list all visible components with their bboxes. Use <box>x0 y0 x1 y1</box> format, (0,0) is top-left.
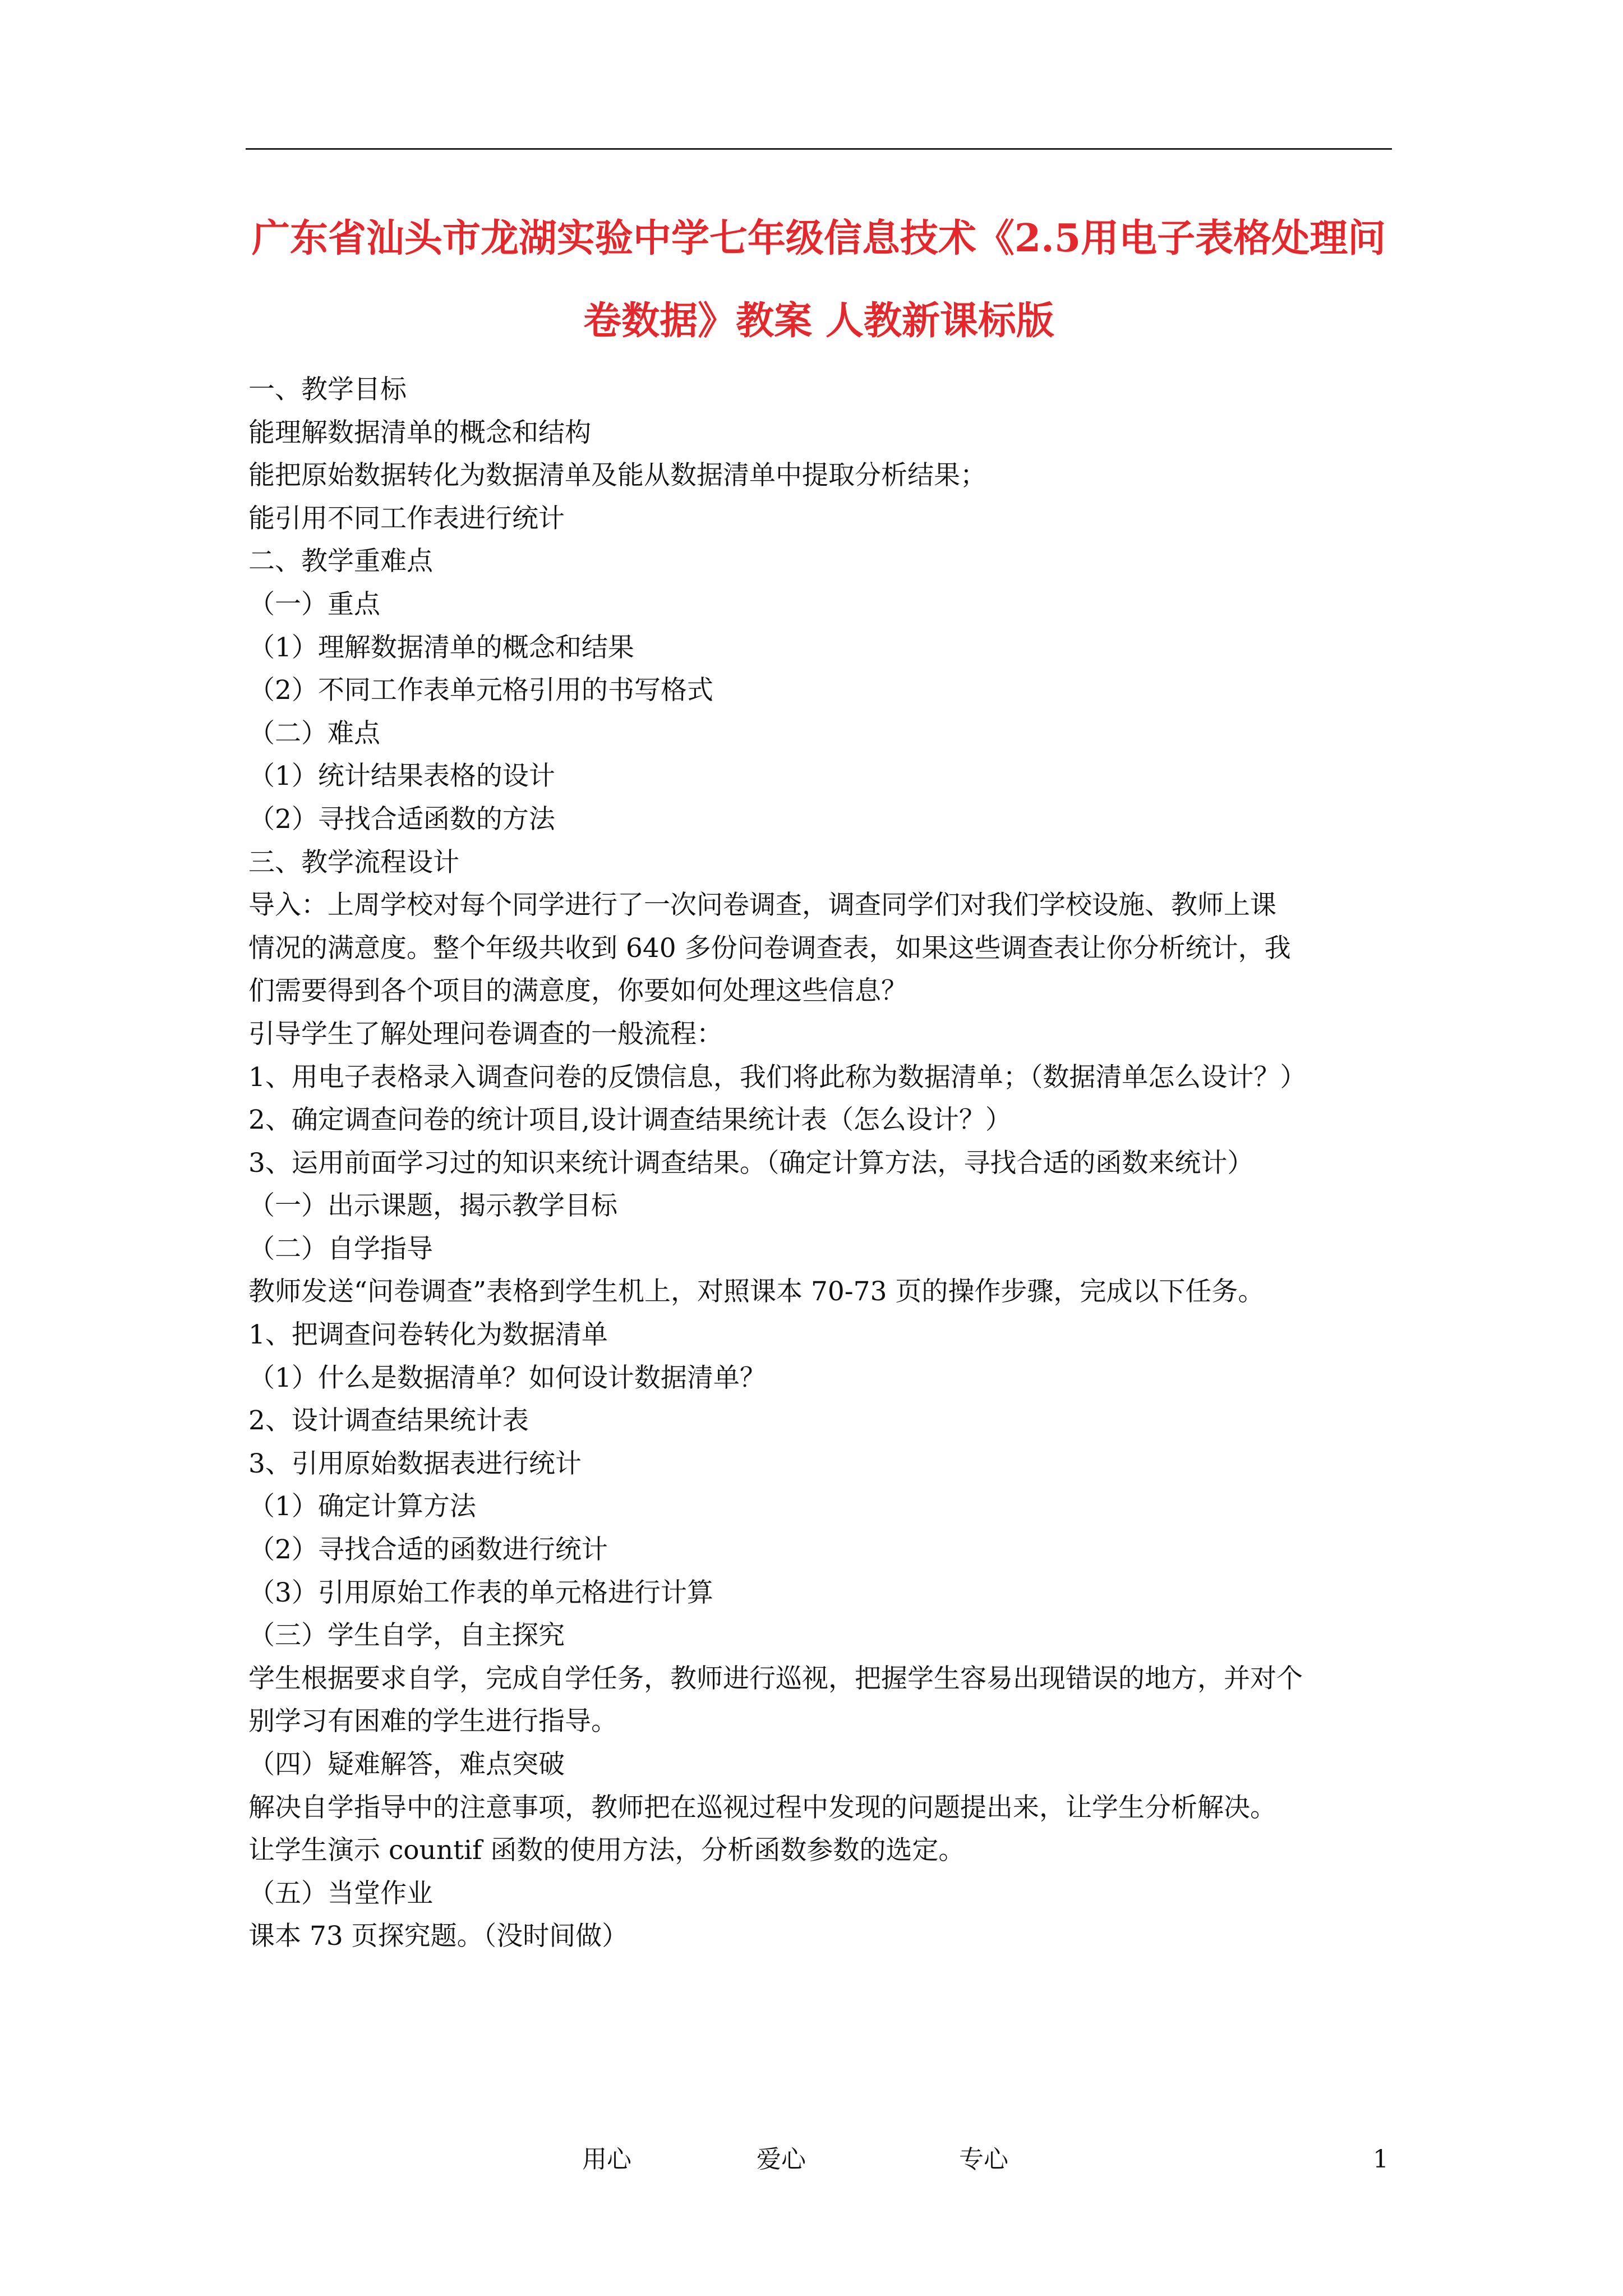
body-line: 导入：上周学校对每个同学进行了一次问卷调查，调查同学们对我们学校设施、教师上课 <box>248 890 1276 921</box>
body-line: 3、引用原始数据表进行统计 <box>248 1448 582 1479</box>
body-line: 引导学生了解处理问卷调查的一般流程： <box>248 1018 723 1050</box>
body-line: 能把原始数据转化为数据清单及能从数据清单中提取分析结果； <box>248 460 986 491</box>
body-line: （1）确定计算方法 <box>248 1491 476 1522</box>
body-line: （四）疑难解答，难点突破 <box>248 1749 565 1780</box>
body-line: 二、教学重难点 <box>248 546 433 577</box>
body-line: （二）难点 <box>248 717 380 749</box>
document-title-line-2: 卷数据》教案 人教新课标版 <box>583 298 1054 343</box>
body-line: 1、用电子表格录入调查问卷的反馈信息，我们将此称为数据清单；（数据清单怎么设计？） <box>248 1061 1307 1093</box>
body-line: （二）自学指导 <box>248 1233 433 1264</box>
body-line: （一）出示课题，揭示教学目标 <box>248 1190 617 1222</box>
body-line: 别学习有困难的学生进行指导。 <box>248 1706 617 1737</box>
body-line: （3）引用原始工作表的单元格进行计算 <box>248 1577 713 1608</box>
body-line: 1、把调查问卷转化为数据清单 <box>248 1319 608 1351</box>
document-title-line-1: 广东省汕头市龙湖实验中学七年级信息技术《2.5用电子表格处理问 <box>251 216 1386 261</box>
body-line: （1）统计结果表格的设计 <box>248 761 555 792</box>
body-line: 三、教学流程设计 <box>248 846 459 878</box>
document-body <box>248 369 1398 1958</box>
footer-word-3: 专心 <box>959 2145 1008 2174</box>
body-line: （三）学生自学，自主探究 <box>248 1620 565 1651</box>
body-line: 能引用不同工作表进行统计 <box>248 503 565 534</box>
body-line: 学生根据要求自学，完成自学任务，教师进行巡视，把握学生容易出现错误的地方，并对个 <box>248 1663 1303 1694</box>
body-line: （2）寻找合适的函数进行统计 <box>248 1534 608 1566</box>
page-number: 1 <box>1373 2145 1389 2174</box>
header-rule <box>246 148 1392 150</box>
body-line: （2）寻找合适函数的方法 <box>248 803 555 835</box>
body-line: （1）什么是数据清单？如何设计数据清单？ <box>248 1362 766 1393</box>
body-line: 情况的满意度。整个年级共收到 640 多份问卷调查表，如果这些调查表让你分析统计，我 <box>248 932 1291 964</box>
body-line: （2）不同工作表单元格引用的书写格式 <box>248 675 713 706</box>
footer-word-2: 爱心 <box>757 2145 806 2174</box>
body-line: 课本 73 页探究题。（没时间做） <box>248 1921 629 1952</box>
body-line: 能理解数据清单的概念和结构 <box>248 417 591 448</box>
body-line: 解决自学指导中的注意事项，教师把在巡视过程中发现的问题提出来，让学生分析解决。 <box>248 1792 1276 1823</box>
body-line: 教师发送“问卷调查”表格到学生机上，对照课本 70-73 页的操作步骤，完成以下任务。 <box>248 1276 1265 1308</box>
body-line: （一）重点 <box>248 588 380 620</box>
body-line: 让学生演示 countif 函数的使用方法，分析函数参数的选定。 <box>248 1835 965 1866</box>
footer-word-1: 用心 <box>582 2145 631 2174</box>
body-line: 们需要得到各个项目的满意度，你要如何处理这些信息？ <box>248 976 907 1007</box>
body-line: （1）理解数据清单的概念和结果 <box>248 632 634 663</box>
body-line: 2、确定调查问卷的统计项目,设计调查结果统计表（怎么设计？） <box>248 1105 1012 1136</box>
body-line: 一、教学目标 <box>248 374 407 405</box>
body-line: 3、运用前面学习过的知识来统计调查结果。（确定计算方法，寻找合适的函数来统计） <box>248 1147 1254 1179</box>
body-line: 2、设计调查结果统计表 <box>248 1405 529 1437</box>
body-line: （五）当堂作业 <box>248 1878 433 1909</box>
